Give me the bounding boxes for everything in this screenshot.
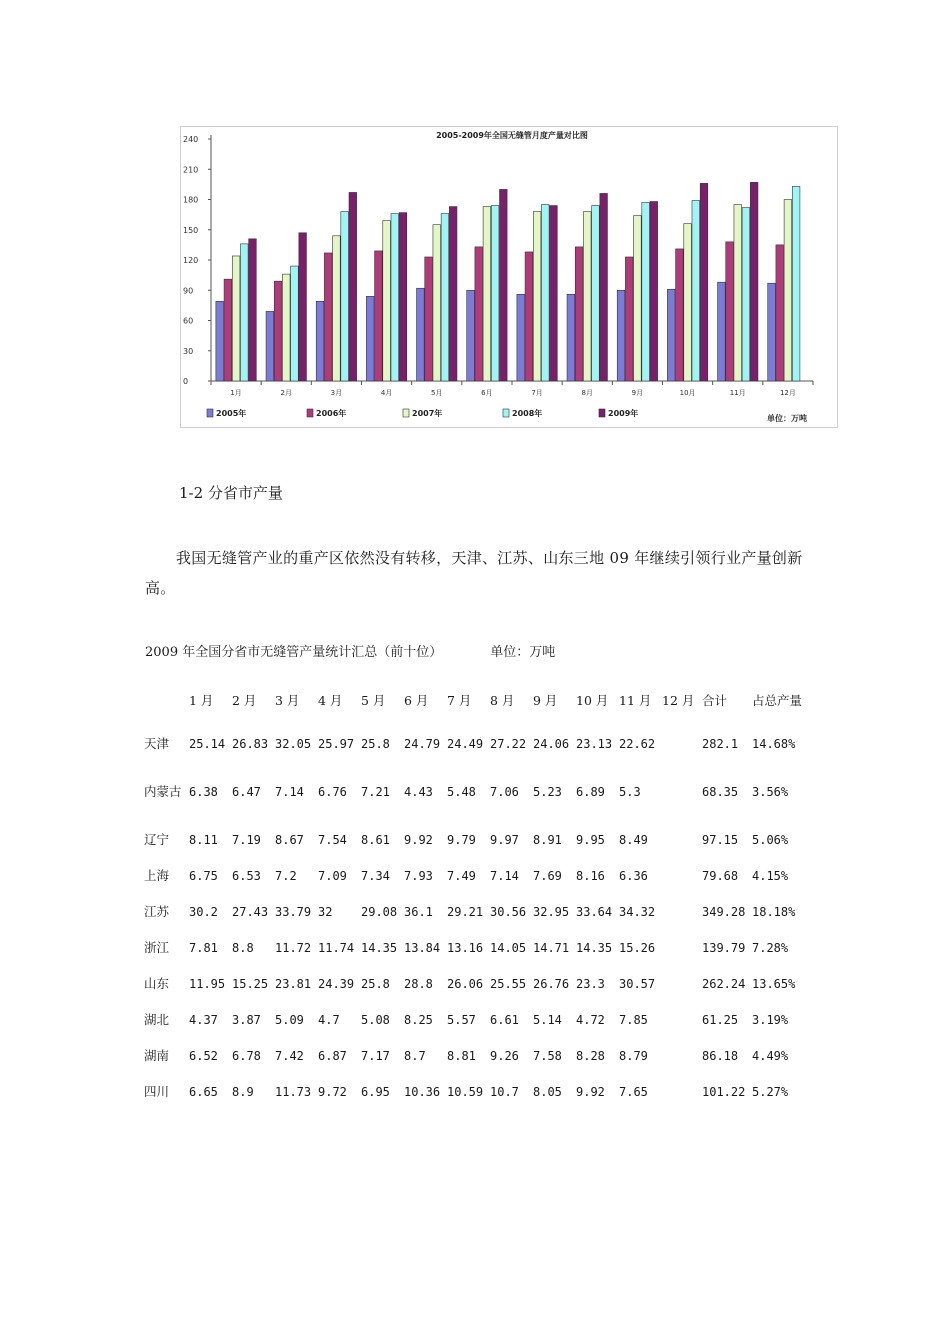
table-cell: 5.27% — [752, 1085, 789, 1099]
table-cell: 9.26 — [490, 1049, 519, 1063]
table-cell: 7.14 — [490, 869, 519, 883]
table-cell: 79.68 — [702, 869, 739, 883]
table-cell: 24.49 — [447, 737, 484, 751]
table-cell: 14.71 — [533, 941, 570, 955]
table-cell: 29.08 — [361, 905, 398, 919]
table-cell: 6.38 — [189, 785, 218, 799]
bar-2007年 — [734, 205, 742, 381]
table-cell: 15.26 — [619, 941, 656, 955]
header-corner — [140, 676, 185, 726]
table-cell: 22.62 — [619, 737, 656, 751]
column-header: 10 月 — [576, 693, 609, 708]
table-cell: 3.19% — [752, 1013, 789, 1027]
table-cell: 9.79 — [447, 833, 476, 847]
x-tick-label: 12月 — [779, 389, 796, 397]
bar-2008年 — [541, 205, 549, 381]
bar-2005年 — [216, 301, 224, 381]
table-cell: 6.87 — [318, 1049, 347, 1063]
table-cell: 6.36 — [619, 869, 648, 883]
table-cell: 9.92 — [404, 833, 433, 847]
y-tick-label: 30 — [183, 346, 194, 356]
bar-2008年 — [592, 206, 600, 381]
table-cell: 3.56% — [752, 785, 789, 799]
table-cell: 8.79 — [619, 1049, 648, 1063]
province-production-table — [140, 676, 808, 1110]
table-cell: 32 — [318, 905, 333, 919]
table-cell: 5.09 — [275, 1013, 304, 1027]
table-cell: 5.48 — [447, 785, 476, 799]
table-cell: 5.57 — [447, 1013, 476, 1027]
table-cell: 6.75 — [189, 869, 218, 883]
table-cell: 32.05 — [275, 737, 312, 751]
table-cell: 5.3 — [619, 785, 641, 799]
table-cell — [658, 894, 698, 930]
table-cell: 23.3 — [576, 977, 605, 991]
table-cell: 7.2 — [275, 869, 297, 883]
bar-2005年 — [266, 311, 274, 381]
column-header: 4 月 — [318, 693, 343, 708]
bar-2005年 — [467, 290, 475, 381]
x-tick-label: 8月 — [581, 389, 593, 397]
table-unit: 单位：万吨 — [490, 645, 556, 660]
table-cell: 8.7 — [404, 1049, 426, 1063]
table-cell: 262.24 — [702, 977, 746, 991]
table-row — [140, 930, 808, 966]
table-cell: 8.8 — [232, 941, 254, 955]
bar-2006年 — [425, 257, 433, 381]
table-cell: 6.89 — [576, 785, 605, 799]
bar-2009年 — [249, 239, 257, 381]
y-tick-label: 0 — [183, 377, 189, 386]
table-cell: 9.95 — [576, 833, 605, 847]
bar-2007年 — [533, 212, 541, 381]
table-cell: 139.79 — [702, 941, 746, 955]
y-tick-label: 180 — [183, 195, 199, 205]
table-cell: 9.97 — [490, 833, 519, 847]
legend-label: 2005年 — [216, 409, 247, 418]
bar-2006年 — [625, 257, 633, 381]
legend-swatch — [503, 409, 509, 417]
x-tick-label: 4月 — [380, 389, 393, 397]
table-caption — [145, 641, 555, 660]
table-cell: 6.52 — [189, 1049, 218, 1063]
legend-swatch — [403, 409, 409, 417]
y-tick-label: 210 — [183, 165, 199, 175]
table-cell — [658, 822, 698, 858]
table-cell: 5.14 — [533, 1013, 562, 1027]
table-cell: 86.18 — [702, 1049, 739, 1063]
table-row — [140, 858, 808, 894]
table-cell: 32.95 — [533, 905, 570, 919]
row-province: 湖北 — [144, 1012, 170, 1027]
table-cell: 30.2 — [189, 905, 218, 919]
table-cell: 26.76 — [533, 977, 570, 991]
bar-2009年 — [550, 206, 558, 381]
table-cell: 24.79 — [404, 737, 441, 751]
bar-2008年 — [792, 186, 800, 381]
table-cell: 11.95 — [189, 977, 226, 991]
section-paragraph: 我国无缝管产业的重产区依然没有转移，天津、江苏、山东三地 09 年继续引领行业产量创新高。 — [145, 549, 803, 597]
bar-2009年 — [399, 213, 407, 381]
table-cell — [658, 930, 698, 966]
bar-2008年 — [491, 206, 499, 381]
legend-label: 2008年 — [512, 409, 543, 418]
row-province: 上海 — [144, 868, 170, 883]
table-cell — [658, 966, 698, 1002]
table-cell: 8.16 — [576, 869, 605, 883]
table-cell: 7.28% — [752, 941, 789, 955]
table-cell: 26.83 — [232, 737, 269, 751]
table-cell: 11.74 — [318, 941, 355, 955]
table-cell: 14.68% — [752, 737, 796, 751]
legend-swatch — [207, 409, 213, 417]
bar-2007年 — [684, 224, 692, 381]
column-header: 8 月 — [490, 693, 515, 708]
table-cell: 30.57 — [619, 977, 656, 991]
table-cell: 9.92 — [576, 1085, 605, 1099]
column-header: 2 月 — [232, 693, 257, 708]
bar-2008年 — [642, 203, 650, 381]
table-cell: 15.25 — [232, 977, 269, 991]
bar-2005年 — [417, 288, 425, 381]
table-row — [140, 894, 808, 930]
bar-2007年 — [784, 200, 792, 382]
table-cell: 7.58 — [533, 1049, 562, 1063]
bar-2006年 — [676, 249, 684, 381]
column-header: 5 月 — [361, 693, 386, 708]
table-cell: 4.49% — [752, 1049, 789, 1063]
x-tick-label: 1月 — [230, 389, 242, 397]
table-cell: 4.37 — [189, 1013, 218, 1027]
row-province: 湖南 — [144, 1048, 170, 1063]
table-cell: 7.69 — [533, 869, 562, 883]
bar-2006年 — [726, 242, 734, 381]
table-cell: 8.05 — [533, 1085, 562, 1099]
table-cell: 25.8 — [361, 977, 390, 991]
bar-chart-svg — [181, 127, 837, 427]
table-cell: 7.81 — [189, 941, 218, 955]
production-chart — [180, 126, 838, 428]
table-cell: 14.35 — [361, 941, 398, 955]
bar-2009年 — [299, 233, 307, 381]
bar-2005年 — [567, 294, 575, 381]
table-cell: 18.18% — [752, 905, 796, 919]
bar-2008年 — [391, 214, 399, 381]
table-row — [140, 966, 808, 1002]
table-cell: 7.93 — [404, 869, 433, 883]
column-header: 7 月 — [447, 693, 472, 708]
table-cell: 97.15 — [702, 833, 739, 847]
table-cell: 14.35 — [576, 941, 613, 955]
table-cell: 5.06% — [752, 833, 789, 847]
row-province: 四川 — [144, 1084, 170, 1099]
bar-2005年 — [517, 294, 525, 381]
legend-label: 2007年 — [412, 409, 443, 418]
table-cell: 7.34 — [361, 869, 390, 883]
table-cell: 27.22 — [490, 737, 527, 751]
table-cell: 14.05 — [490, 941, 527, 955]
table-cell: 6.95 — [361, 1085, 390, 1099]
column-header: 3 月 — [275, 693, 300, 708]
table-row — [140, 1002, 808, 1038]
table-cell: 6.61 — [490, 1013, 519, 1027]
table-cell: 24.39 — [318, 977, 355, 991]
table-row — [140, 822, 808, 858]
bar-2007年 — [282, 274, 290, 381]
row-province: 江苏 — [144, 904, 170, 919]
table-cell: 13.84 — [404, 941, 441, 955]
table-row — [140, 1074, 808, 1110]
row-province: 辽宁 — [144, 832, 170, 847]
bar-2008年 — [291, 266, 299, 381]
table-row — [140, 762, 808, 822]
bar-2006年 — [525, 252, 533, 381]
table-cell: 6.47 — [232, 785, 261, 799]
table-cell: 10.36 — [404, 1085, 441, 1099]
x-tick-label: 2月 — [280, 389, 292, 397]
table-cell: 7.85 — [619, 1013, 648, 1027]
bar-2006年 — [324, 253, 332, 381]
bar-2005年 — [316, 301, 324, 381]
bar-2006年 — [475, 247, 483, 381]
bar-2007年 — [383, 221, 391, 381]
table-title: 2009 年全国分省市无缝管产量统计汇总（前十位） — [145, 645, 443, 660]
table-cell: 25.8 — [361, 737, 390, 751]
table-cell: 9.72 — [318, 1085, 347, 1099]
column-header: 9 月 — [533, 693, 558, 708]
table-cell: 68.35 — [702, 785, 739, 799]
table-cell: 26.06 — [447, 977, 484, 991]
table-cell: 23.81 — [275, 977, 312, 991]
table-cell: 27.43 — [232, 905, 269, 919]
bar-2006年 — [224, 279, 232, 381]
y-tick-label: 240 — [183, 135, 199, 144]
table-cell: 101.22 — [702, 1085, 746, 1099]
table-cell: 8.67 — [275, 833, 304, 847]
table-cell: 6.53 — [232, 869, 261, 883]
table-cell: 36.1 — [404, 905, 433, 919]
x-tick-label: 7月 — [531, 389, 543, 397]
table-cell: 30.56 — [490, 905, 527, 919]
table-cell — [658, 1002, 698, 1038]
table-cell — [658, 858, 698, 894]
table-cell: 6.78 — [232, 1049, 261, 1063]
column-header: 合计 — [702, 693, 728, 708]
table-cell: 5.08 — [361, 1013, 390, 1027]
x-tick-label: 3月 — [330, 389, 343, 397]
table-cell: 7.17 — [361, 1049, 390, 1063]
bar-2005年 — [768, 283, 776, 381]
bar-2008年 — [441, 214, 449, 381]
table-row — [140, 726, 808, 762]
table-cell: 7.54 — [318, 833, 347, 847]
legend-label: 2009年 — [608, 409, 639, 418]
table-cell: 7.21 — [361, 785, 390, 799]
table-cell: 7.09 — [318, 869, 347, 883]
row-province: 内蒙古 — [144, 784, 182, 799]
bar-2008年 — [341, 212, 349, 381]
bar-2007年 — [333, 236, 341, 381]
row-province: 天津 — [144, 736, 170, 751]
table-cell: 4.72 — [576, 1013, 605, 1027]
table-cell: 6.65 — [189, 1085, 218, 1099]
y-tick-label: 150 — [183, 225, 199, 235]
bar-2009年 — [650, 202, 658, 381]
legend-swatch — [307, 409, 313, 417]
table-cell: 10.7 — [490, 1085, 519, 1099]
x-tick-label: 9月 — [631, 389, 644, 397]
x-tick-label: 11月 — [729, 389, 746, 397]
table-cell: 6.76 — [318, 785, 347, 799]
table-cell: 25.14 — [189, 737, 226, 751]
y-tick-label: 60 — [183, 316, 194, 326]
table-cell: 7.65 — [619, 1085, 648, 1099]
table-cell: 8.28 — [576, 1049, 605, 1063]
table-cell: 349.28 — [702, 905, 746, 919]
table-cell: 33.79 — [275, 905, 312, 919]
table-cell: 34.32 — [619, 905, 656, 919]
y-tick-label: 120 — [183, 256, 199, 265]
table-cell: 25.97 — [318, 737, 355, 751]
bar-2006年 — [274, 281, 282, 381]
bar-2007年 — [483, 207, 491, 381]
table-cell: 282.1 — [702, 737, 739, 751]
section-heading: 1-2 分省市产量 — [179, 484, 283, 502]
bar-2005年 — [667, 289, 675, 381]
column-header: 12 月 — [662, 693, 695, 708]
table-cell: 8.9 — [232, 1085, 254, 1099]
table-row — [140, 1038, 808, 1074]
table-cell: 25.55 — [490, 977, 527, 991]
bar-2007年 — [433, 225, 441, 381]
bar-2006年 — [375, 251, 383, 381]
x-tick-label: 10月 — [679, 389, 696, 397]
x-tick-label: 6月 — [481, 389, 493, 397]
table-cell: 7.42 — [275, 1049, 304, 1063]
table-cell: 8.11 — [189, 833, 218, 847]
bar-2007年 — [583, 212, 591, 381]
row-province: 山东 — [144, 976, 170, 991]
table-cell: 13.65% — [752, 977, 796, 991]
table-cell: 4.43 — [404, 785, 433, 799]
bar-2009年 — [500, 189, 508, 381]
bar-2005年 — [617, 290, 625, 381]
table-cell — [658, 726, 698, 762]
bar-2009年 — [750, 182, 758, 381]
table-cell — [658, 762, 698, 822]
table-cell: 24.06 — [533, 737, 570, 751]
table-cell: 8.91 — [533, 833, 562, 847]
y-tick-label: 90 — [183, 286, 194, 296]
table-cell — [658, 1038, 698, 1074]
column-header: 占总产量 — [752, 693, 803, 708]
bar-2009年 — [449, 207, 457, 381]
table-cell: 7.14 — [275, 785, 304, 799]
bar-2006年 — [575, 247, 583, 381]
bar-2008年 — [742, 208, 750, 381]
table-cell: 11.72 — [275, 941, 312, 955]
table-cell: 7.49 — [447, 869, 476, 883]
bar-2007年 — [232, 256, 240, 381]
table-cell — [658, 1074, 698, 1110]
table-cell: 8.49 — [619, 833, 648, 847]
bar-2005年 — [366, 296, 374, 381]
x-tick-label: 5月 — [431, 389, 443, 397]
table-cell: 13.16 — [447, 941, 484, 955]
column-header: 1 月 — [189, 693, 214, 708]
bar-2009年 — [349, 192, 357, 381]
bar-2009年 — [600, 193, 608, 381]
table-cell: 28.8 — [404, 977, 433, 991]
row-province: 浙江 — [144, 940, 170, 955]
chart-title: 2005-2009年全国无缝管月度产量对比图 — [436, 131, 588, 140]
bar-2005年 — [718, 282, 726, 381]
table-cell: 4.7 — [318, 1013, 340, 1027]
table-cell: 29.21 — [447, 905, 484, 919]
table-cell: 7.06 — [490, 785, 519, 799]
table-cell: 23.13 — [576, 737, 613, 751]
table-cell: 8.61 — [361, 833, 390, 847]
table-cell: 8.25 — [404, 1013, 433, 1027]
table-header-row — [140, 676, 808, 726]
bar-2007年 — [634, 216, 642, 381]
table-cell: 33.64 — [576, 905, 613, 919]
bar-2009年 — [700, 183, 708, 381]
table-cell: 3.87 — [232, 1013, 261, 1027]
legend-swatch — [599, 409, 605, 417]
bar-2006年 — [776, 245, 784, 381]
table-cell: 61.25 — [702, 1013, 739, 1027]
bar-2008年 — [240, 244, 248, 381]
table-cell: 8.81 — [447, 1049, 476, 1063]
unit-note: 单位：万吨 — [767, 414, 807, 423]
table-cell: 4.15% — [752, 869, 789, 883]
table-cell: 10.59 — [447, 1085, 484, 1099]
column-header: 11 月 — [619, 693, 652, 708]
table-cell: 5.23 — [533, 785, 562, 799]
legend-label: 2006年 — [316, 409, 347, 418]
table-cell: 11.73 — [275, 1085, 312, 1099]
bar-2008年 — [692, 201, 700, 381]
table-cell: 7.19 — [232, 833, 261, 847]
column-header: 6 月 — [404, 693, 429, 708]
